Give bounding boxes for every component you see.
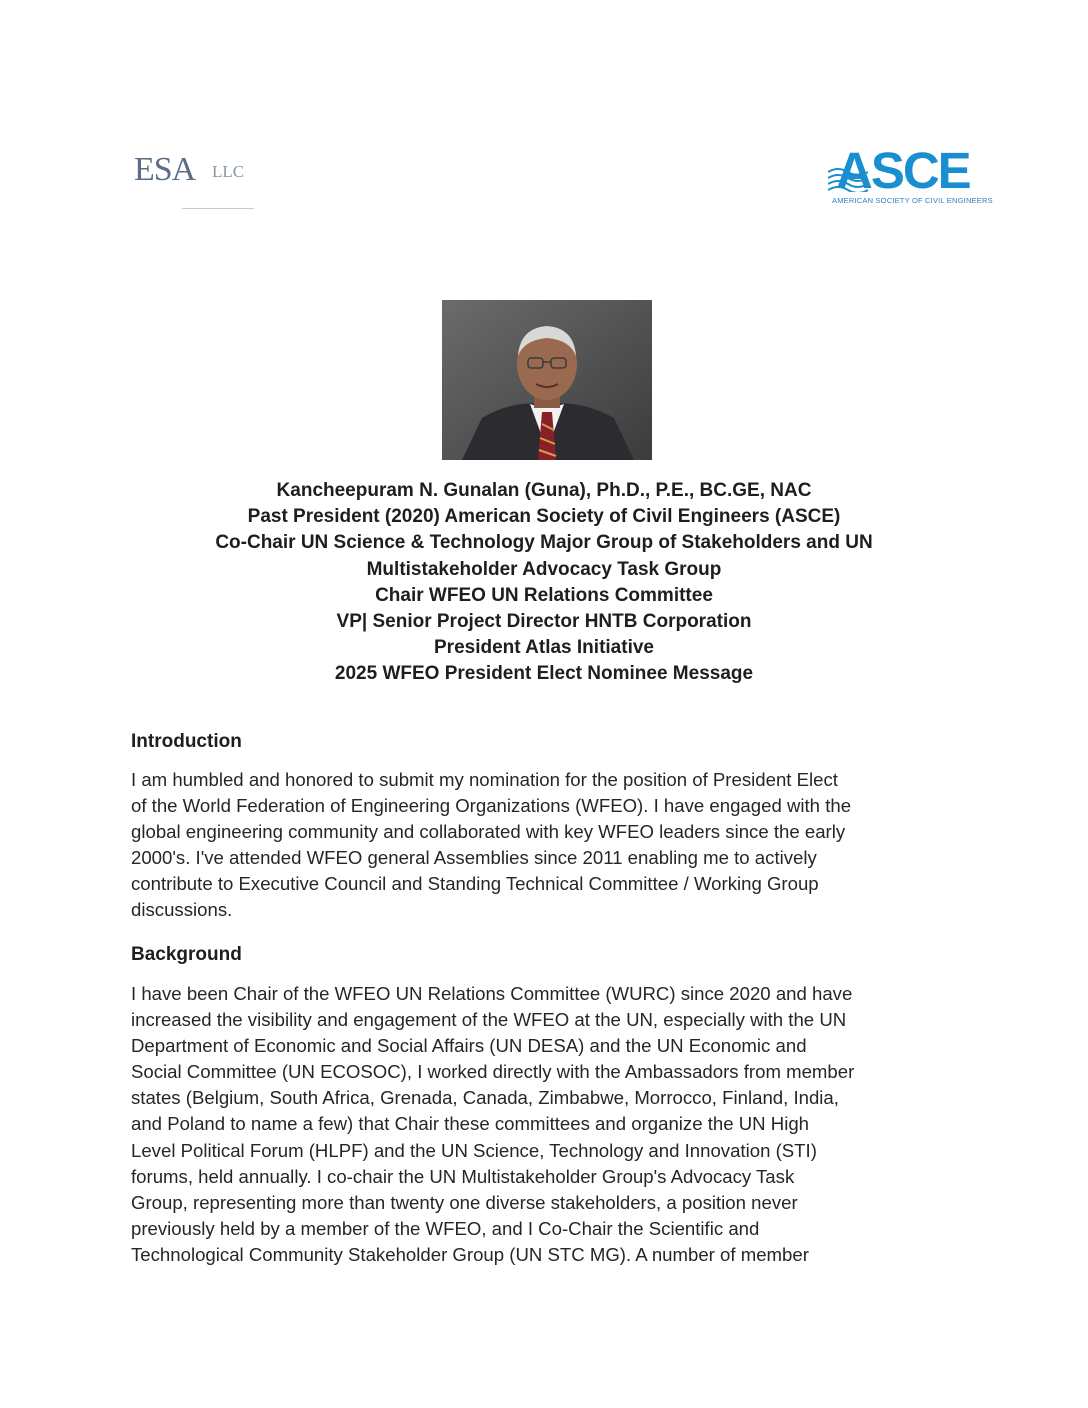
esa-logo-underline — [182, 208, 254, 209]
paragraph-line: increased the visibility and engagement of the WFEO at the UN, especially with the UN — [131, 1009, 847, 1031]
asce-logo — [826, 142, 993, 210]
paragraph-line: forums, held annually. I co-chair the UN Multistakeholder Group's Advocacy Task — [131, 1165, 795, 1187]
paragraph-line: Department of Economic and Social Affairs (UN DESA) and the UN Economic and — [131, 1035, 807, 1057]
esa-logo-suffix: LLC — [212, 162, 245, 181]
paragraph-line: I have been Chair of the WFEO UN Relations Committee (WURC) since 2020 and have — [131, 983, 853, 1004]
esa-logo — [134, 150, 264, 220]
header-name: Kancheepuram N. Gunalan (Guna), Ph.D., P.E., BC.GE, NAC — [276, 480, 812, 501]
paragraph-line: contribute to Executive Council and Standing Technical Committee / Working Group — [131, 873, 819, 895]
paragraph-line: 2000's. I've attended WFEO general Assemblies since 2011 enabling me to actively — [131, 847, 817, 869]
header-role-line: Chair WFEO UN Relations Committee — [375, 584, 713, 606]
paragraph-line: Group, representing more than twenty one diverse stakeholders, a position never — [131, 1191, 798, 1213]
paragraph-line: Social Committee (UN ECOSOC), I worked directly with the Ambassadors from member — [131, 1061, 855, 1083]
paragraph-line: I am humbled and honored to submit my nomination for the position of President Elect — [131, 769, 838, 790]
header-message-title: 2025 WFEO President Elect Nominee Message — [334, 663, 754, 685]
header-role-line: VP| Senior Project Director HNTB Corporation — [336, 611, 752, 633]
asce-logo-wordmark: ASCE — [836, 142, 970, 199]
portrait-photo — [442, 300, 652, 460]
portrait-image — [442, 300, 652, 460]
paragraph-line: Technological Community Stakeholder Group (UN STC MG). A number of member — [131, 1243, 809, 1265]
paragraph-line: previously held by a member of the WFEO, and I Co-Chair the Scientific and — [131, 1217, 760, 1239]
paragraph-line: global engineering community and collaborated with key WFEO leaders since the early — [131, 821, 846, 843]
introduction-heading: Introduction — [131, 731, 242, 752]
background-heading: Background — [131, 944, 242, 965]
paragraph-line: of the World Federation of Engineering Organizations (WFEO). I have engaged with the — [131, 795, 852, 817]
introduction-paragraph — [131, 767, 971, 924]
header-role-line: Past President (2020) American Society of Civil Engineers (ASCE) — [247, 506, 841, 528]
header-role-line: Multistakeholder Advocacy Task Group — [366, 558, 722, 580]
header-title-block — [100, 478, 988, 688]
paragraph-line: discussions. — [131, 899, 233, 921]
asce-logo-tagline: AMERICAN SOCIETY OF CIVIL ENGINEERS — [832, 196, 993, 205]
header-role-line: Co-Chair UN Science & Technology Major Group of Stakeholders and UN — [215, 532, 873, 554]
esa-logo-mark: ESA — [134, 151, 196, 188]
background-paragraph — [131, 981, 971, 1268]
header-role-line: President Atlas Initiative — [434, 637, 654, 659]
paragraph-line: Level Political Forum (HLPF) and the UN Science, Technology and Innovation (STI) — [131, 1139, 817, 1161]
paragraph-line: states (Belgium, South Africa, Grenada, Canada, Zimbabwe, Morrocco, Finland, India, — [131, 1087, 839, 1109]
paragraph-line: and Poland to name a few) that Chair these committees and organize the UN High — [131, 1113, 810, 1135]
